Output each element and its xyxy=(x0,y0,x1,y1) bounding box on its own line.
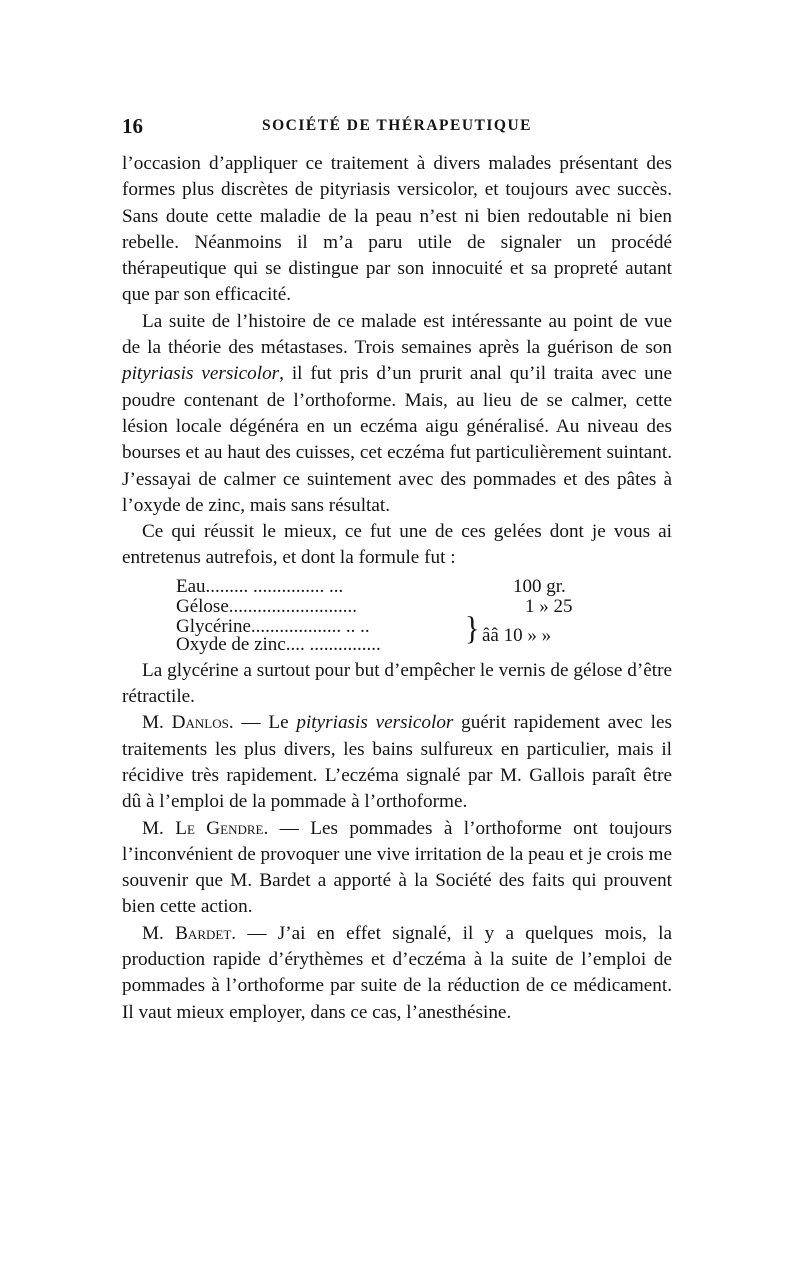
speaker-name: M. Bardet. xyxy=(142,922,237,944)
paragraph-danlos xyxy=(122,710,672,815)
paragraph-formula-intro: Ce qui réussit le mieux, ce fut une de ces gelées dont je vous ai entretenus autrefois, et dont la formule fut : xyxy=(122,521,672,569)
brace-symbol: } xyxy=(465,610,480,647)
paragraph-text: guérit rapidement avec les traitements les plus divers, les bains sulfureux en particulier, mais il récidive très rapidement. L’eczéma signalé par M. Gallois paraît être dû à l’emploi de la pommade à l’orthoforme. xyxy=(122,712,672,813)
paragraph-glycerine: La glycérine a surtout pour but d’empêcher le vernis de gélose d’être rétractile. xyxy=(122,659,672,708)
speaker-name: M. Le Gendre. xyxy=(142,817,269,839)
shared-quantity: ââ 10 » » xyxy=(482,624,552,646)
paragraph-bardet xyxy=(122,921,672,1026)
paragraph-text: — Le xyxy=(233,712,297,734)
italic-term: pityriasis versicolor xyxy=(296,712,454,734)
leader-dots: ......... ............... ... xyxy=(205,575,344,597)
leader-dots: ........................... xyxy=(228,595,358,617)
leader-dots: ................... .. .. xyxy=(250,615,370,637)
paragraph-text: — J’ai en effet signalé, il y a quelques mois, la production rapide d’érythèmes et d’eczéma à la suite de l’emploi de pommades à l’orthoforme par suite de la réduction de ce médicament. Il vaut mieux employer, dans ce cas, l’anesthésine. xyxy=(122,922,672,1023)
body-text xyxy=(122,151,672,1026)
ingredient-quantity: 100 gr. xyxy=(513,575,566,597)
paragraph-text: — Les pommades à l’orthoforme ont toujours l’inconvénient de provoquer une vive irritation de la peau et je crois me souvenir que M. Bardet a apporté à la Société des faits qui prouvent bien cette action. xyxy=(122,817,672,918)
ingredient-name: Gélose........................... xyxy=(176,595,358,617)
running-head xyxy=(122,114,672,142)
leader-dots: .... ............... xyxy=(285,633,381,655)
italic-term: pityriasis versicolor xyxy=(122,363,280,385)
speaker-name: M. Danlos. xyxy=(142,712,234,734)
ingredient-quantity: 1 » 25 xyxy=(525,595,573,617)
formula-table xyxy=(122,575,672,655)
paragraph-text: , il fut pris d’un prurit anal qu’il traita avec une poudre contenant de l’orthoforme. Mais, au lieu de se calmer, cette lésion locale dégénéra en un eczéma aigu généralisé. Au niveau des bourses et au haut des cuisses, cet eczéma fut particulièrement suintant. J’essayai de calmer ce suintement avec des pommades et des pâtes à l’oxyde de zinc, mais sans résultat. xyxy=(122,363,673,516)
ingredient-name: Glycérine................... .. .. xyxy=(176,615,370,637)
ingredient-name: Oxyde de zinc.... ............... xyxy=(176,633,381,655)
paragraph-le-gendre xyxy=(122,816,672,921)
paragraph-case-history xyxy=(122,309,672,519)
paragraph-continuation: l’occasion d’appliquer ce traitement à divers malades présentant des formes plus discrètes de pityriasis versicolor, et toujours avec succès. Sans doute cette maladie de la peau n’est ni bien redoutable ni bien rebelle. Néanmoins il m’a paru utile de signaler un procédé thérapeutique qui se distingue par son innocuité et sa propreté autant que par son efficacité. xyxy=(122,153,672,306)
running-title: SOCIÉTÉ DE THÉRAPEUTIQUE xyxy=(262,117,532,134)
page-number: 16 xyxy=(122,114,143,138)
ingredient-name: Eau......... ............... ... xyxy=(176,575,344,597)
paragraph-text: La suite de l’histoire de ce malade est intéressante au point de vue de la théorie des métastases. Trois semaines après la guérison de son xyxy=(122,310,672,359)
